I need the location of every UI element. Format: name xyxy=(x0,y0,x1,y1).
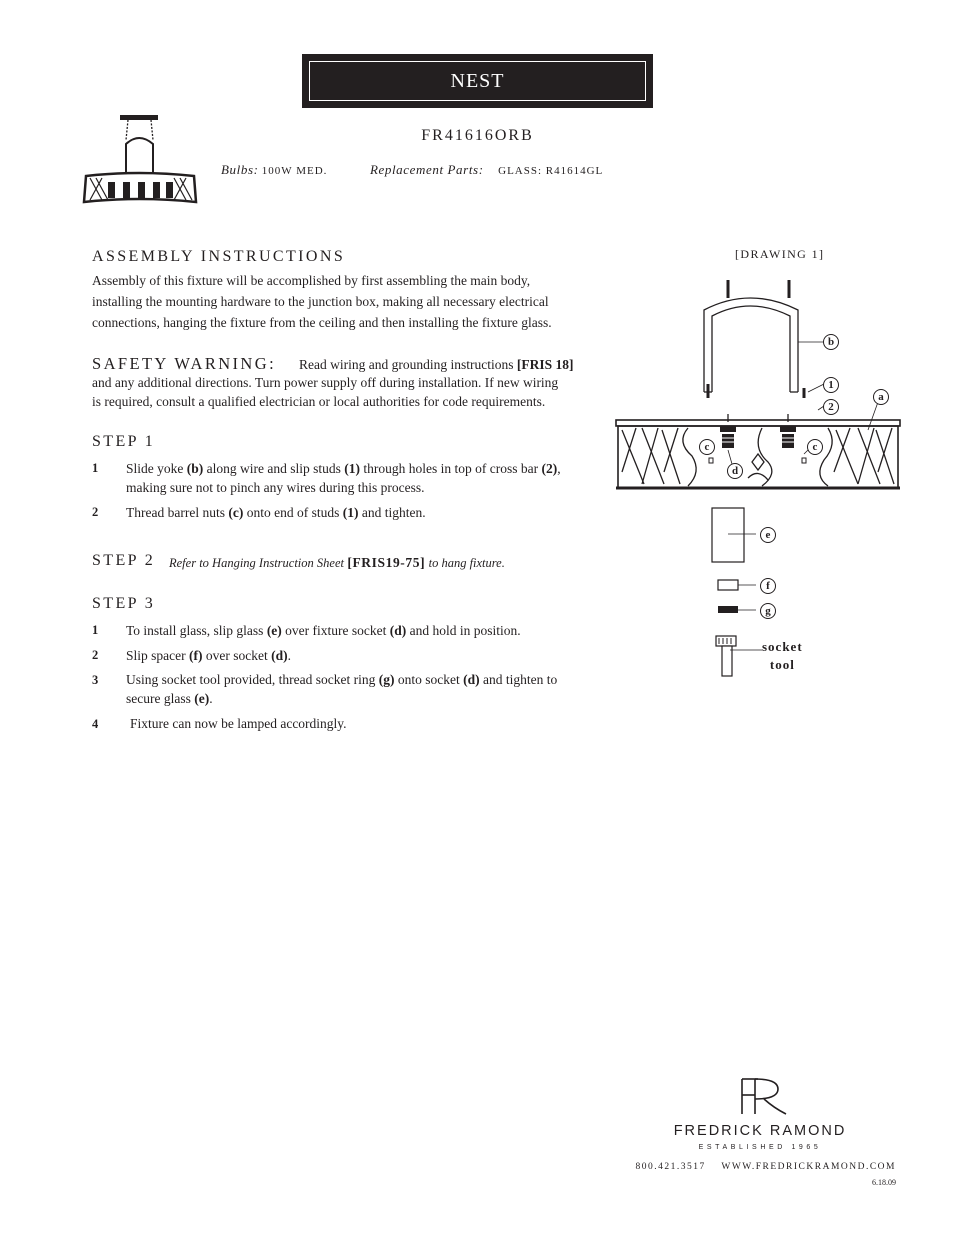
callout-a: a xyxy=(873,389,889,405)
part-ref: (b) xyxy=(186,461,204,476)
title-banner xyxy=(302,54,653,108)
replacement-parts-label: Replacement Parts: xyxy=(369,162,484,177)
safety-heading: SAFETY WARNING: xyxy=(92,354,277,373)
step-number: 2 xyxy=(92,648,99,662)
step-text: over fixture socket xyxy=(281,623,390,638)
step2-note-text: to hang fixture. xyxy=(428,556,505,570)
assembly-line: installing the mounting hardware to the junction box, making all necessary electrical xyxy=(92,294,549,309)
step-number: 2 xyxy=(92,505,99,519)
callout-d: d xyxy=(727,463,743,479)
drawing-label: [DRAWING 1] xyxy=(735,247,825,261)
replacement-parts-value: GLASS: R41614GL xyxy=(498,165,604,177)
phone-number: 800.421.3517 xyxy=(635,1162,706,1172)
step-text: To install glass, slip glass xyxy=(126,623,267,638)
safety-first-line xyxy=(299,355,573,374)
step-text: . xyxy=(287,648,291,663)
callout-f: f xyxy=(760,578,776,594)
callout-2: 2 xyxy=(823,399,839,415)
part-ref: (e) xyxy=(266,623,282,638)
socket-tool-label xyxy=(762,638,803,674)
step-number: 4 xyxy=(92,717,99,731)
step-text: over socket xyxy=(202,648,272,663)
callout-c-left: c xyxy=(699,439,715,455)
model-number: FR41616ORB xyxy=(421,127,534,144)
assembly-line: Assembly of this fixture will be accomplished by first assembling the main body, xyxy=(92,273,531,288)
step-text: along wire and slip studs xyxy=(203,461,345,476)
step-text: and tighten. xyxy=(358,505,426,520)
step-text: Slip spacer xyxy=(126,648,189,663)
part-ref: (g) xyxy=(378,672,395,687)
step-text: making sure not to pinch any wires during this process. xyxy=(126,480,425,495)
bulbs-label: Bulbs: xyxy=(221,162,259,177)
step-text: Slide yoke xyxy=(126,461,187,476)
safety-paragraph xyxy=(92,373,558,411)
safety-line: is required, consult a qualified electrician or local authorities for code requirements. xyxy=(92,394,546,409)
step-text: . xyxy=(209,691,213,706)
step2-note-text: Refer to Hanging Instruction Sheet xyxy=(169,556,344,570)
callout-g: g xyxy=(760,603,776,619)
part-ref: (1) xyxy=(344,461,360,476)
step3-item-1 xyxy=(126,621,521,640)
step1-item-1 xyxy=(126,459,561,497)
part-ref: (1) xyxy=(342,505,359,520)
assembly-heading: ASSEMBLY INSTRUCTIONS xyxy=(92,248,346,265)
brand-name: FREDRICK RAMOND xyxy=(673,1123,847,1139)
callout-1: 1 xyxy=(823,377,839,393)
part-ref: (c) xyxy=(228,505,244,520)
step3-heading: STEP 3 xyxy=(92,595,156,612)
tool-label-line: socket xyxy=(762,639,803,654)
step3-item-3 xyxy=(126,670,557,708)
part-ref: (f) xyxy=(189,648,203,663)
step2-note xyxy=(169,553,505,573)
step1-heading: STEP 1 xyxy=(92,433,156,450)
step-text: and tighten to xyxy=(479,672,558,687)
assembly-line: connections, hanging the fixture from the ceiling and then installing the fixture glass. xyxy=(92,315,552,330)
step3-item-2 xyxy=(126,646,291,665)
step2-heading: STEP 2 xyxy=(92,552,156,569)
fixture-thumbnail xyxy=(82,112,200,208)
established-line: ESTABLISHED 1965 xyxy=(698,1144,822,1151)
tool-label-line: tool xyxy=(769,657,795,672)
step-text: Thread barrel nuts xyxy=(126,505,229,520)
assembly-drawing xyxy=(612,272,904,692)
safety-reference: [FRIS 18] xyxy=(516,357,574,372)
assembly-paragraph xyxy=(92,270,622,333)
safety-line: and any additional directions. Turn power supply off during installation. If new wiring xyxy=(92,375,559,390)
callout-b: b xyxy=(823,334,839,350)
step-number: 3 xyxy=(92,673,99,687)
bulbs-value: 100W MED. xyxy=(261,165,328,177)
step-text: onto socket xyxy=(394,672,464,687)
step1-item-2 xyxy=(126,503,426,522)
callout-c-right: c xyxy=(807,439,823,455)
step-text: secure glass xyxy=(126,691,195,706)
step-text: through holes in top of cross bar xyxy=(360,461,542,476)
part-ref: (d) xyxy=(463,672,480,687)
fr-monogram-logo xyxy=(738,1076,790,1116)
step-text: and hold in position. xyxy=(406,623,521,638)
part-ref: (d) xyxy=(389,623,407,638)
step-text: Using socket tool provided, thread socket ring xyxy=(126,672,379,687)
website-link[interactable]: WWW.FREDRICKRAMOND.COM xyxy=(721,1162,896,1172)
callout-e: e xyxy=(760,527,776,543)
revision-date: 6.18.09 xyxy=(872,1178,896,1187)
part-ref: (e) xyxy=(194,691,210,706)
safety-text: Read wiring and grounding instructions xyxy=(299,357,514,372)
part-ref: (d) xyxy=(271,648,288,663)
step-text: onto end of studs xyxy=(243,505,343,520)
step2-reference: [FRIS19-75] xyxy=(347,555,426,570)
part-ref: (2) xyxy=(541,461,558,476)
spec-line xyxy=(221,162,603,178)
contact-line xyxy=(580,1162,896,1172)
step-number: 1 xyxy=(92,623,99,637)
step3-item-4: Fixture can now be lamped accordingly. xyxy=(130,716,347,731)
product-title: NEST xyxy=(309,61,646,101)
step-text: , xyxy=(557,461,561,476)
step-number: 1 xyxy=(92,461,99,475)
